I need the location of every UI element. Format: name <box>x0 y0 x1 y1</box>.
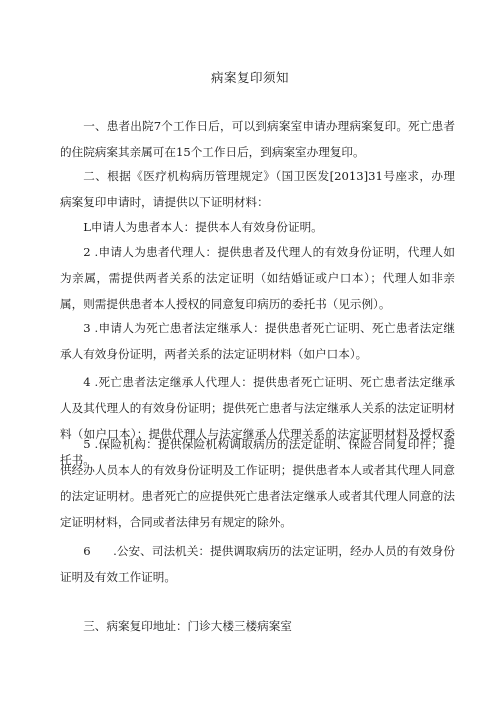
paragraph-item-agent: 2 .申请人为患者代理人：提供患者及代理人的有效身份证明，代理人如为亲属，需提供两者关系的法定证明（如结婚证或户口本）；代理人如非亲属，则需提供患者本人授权的同意复印病历的委托书（见示例）。 <box>60 245 455 311</box>
document-title: 病案复印须知 <box>210 70 289 85</box>
paragraph-item-police-judicial: 6 .公安、司法机关：提供调取病历的法定证明，经办人员的有效身份证明及有效工作证明。 <box>60 544 455 584</box>
paragraph-item-insurance: 5 .保险机构：提供保险机构调取病历的法定证明、保险合同复印件；提供经办人员本人的有效身份证明及工作证明；提供患者本人或者其代理人同意的法定证明材。患者死亡的应提供死亡患者法定继承人或者其代理人同意的法定证明材料，合同或者法律另有规定的除外。 <box>60 437 455 529</box>
paragraph-item-heir: 3 .申请人为死亡患者法定继承人：提供患者死亡证明、死亡患者法定继承人有效身份证明，两者关系的法定证明材料（如户口本）。 <box>60 321 455 361</box>
paragraph-discharge-timing: 一、患者出院7个工作日后，可以到病案室申请办理病案复印。死亡患者的住院病案其亲属可在15个工作日后，到病案室办理复印。 <box>60 119 455 159</box>
paragraph-office-address: 三、病案复印地址：门诊大楼三楼病案室 <box>83 619 292 633</box>
paragraph-item-self: L申请人为患者本人：提供本人有效身份证明。 <box>83 220 323 234</box>
paragraph-item-heir-agent: 4 .死亡患者法定继承人代理人：提供患者死亡证明、死亡患者法定继承人及其代理人的有效身份证明；提供死亡患者与法定继承人关系的法定证明材料（如户口本）；提供代理人与法定继承人代理关系的法定证明材料及授权委托书。 <box>60 375 455 467</box>
paragraph-regulation-basis: 二、根据《医疗机构病历管理规定》（国卫医发[2013]31号座求，办理病案复印申请时，请提供以下证明材料： <box>60 169 455 209</box>
